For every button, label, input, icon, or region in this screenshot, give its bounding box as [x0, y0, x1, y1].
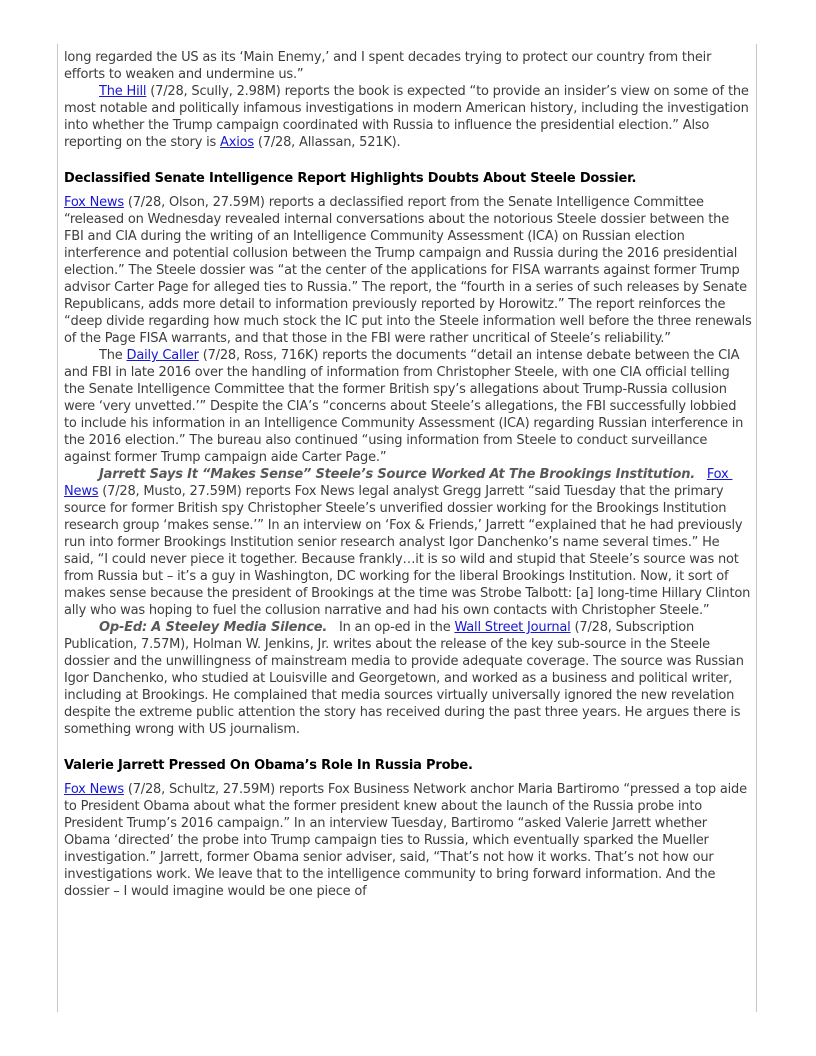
paragraph: [64, 781, 752, 900]
document-page: [57, 44, 757, 1012]
text-run: (7/28, Schultz, 27.59M) reports Fox Business Network anchor Maria Bartiromo “pressed a top aide to President Obama about what the former president knew about the launch of the Russia probe into President Trump’s 2016 campaign.” In an interview Tuesday, Bartiromo “asked Valerie Jarrett whether Obama ‘directed’ the probe into Trump campaign ties to Russia, which eventually sparked the Mueller investigation.” Jarrett, former Obama senior adviser, said, “That’s not how it works. That’s not how our investigations work. We leave that to the intelligence community to bring forward information. And the dossier – I would imagine would be one piece of: [64, 782, 751, 899]
paragraph: [64, 83, 752, 151]
story-book-continuation: [64, 49, 752, 151]
link-the-hill[interactable]: The Hill: [99, 84, 147, 99]
story-valerie-jarrett: [64, 757, 752, 900]
link-wall-street-journal[interactable]: Wall Street Journal: [454, 620, 571, 635]
text-run: (7/28, Allassan, 521K).: [253, 135, 401, 150]
text-run: (7/28, Musto, 27.59M) reports Fox News legal analyst Gregg Jarrett “said Tuesday that the primary source for former British spy Christopher Steele’s unverified dossier working for the Brookings Institution research group ‘makes sense.’” In an interview on ‘Fox & Friends,’ Jarrett “explained that he had previously run into former Brookings Institution senior research analyst Igor Danchenko’s name several times.” He said, “I could never piece it together. Because frankly…it is so wild and stupid that Steele’s source was not from Russia but – it’s a guy in Washington, DC working for the liberal Brookings Institution. Now, it sort of makes sense because the president of Brookings at the time was Strobe Talbott: [a] long-time Hillary Clinton ally who was hoping to fuel the collusion narrative and had his own contacts with Christopher Steele.”: [64, 484, 755, 618]
section-heading: Valerie Jarrett Pressed On Obama’s Role In Russia Probe.: [64, 758, 473, 773]
text-run: The: [99, 348, 127, 363]
text-run: [695, 467, 707, 482]
link-axios[interactable]: Axios: [220, 135, 254, 150]
story-lead-heading: Op-Ed: A Steeley Media Silence.: [99, 620, 328, 635]
text-run: long regarded the US as its ‘Main Enemy,’ and I spent decades trying to protect our country from their efforts to weaken and undermine us.”: [64, 50, 716, 82]
link-daily-caller[interactable]: Daily Caller: [126, 348, 199, 363]
paragraph: [64, 466, 755, 619]
paragraph: [64, 49, 752, 83]
text-run: (7/28, Scully, 2.98M) reports the book is expected “to provide an insider’s view on some of the most notable and politically infamous investigations in modern American history, including the investigation into whether the Trump campaign coordinated with Russia to influence the presidential election.” Also reporting on the story is: [64, 84, 753, 150]
text-run: (7/28, Ross, 716K) reports the documents “detail an intense debate between the CIA and FBI in late 2016 over the handling of information from Christopher Steele, with one CIA official telling the Senate Intelligence Committee that the former British spy’s allegations about Trump-Russia collusion were ‘very unvetted.’” Despite the CIA’s “concerns about Steele’s allegations, the FBI successfully lobbied to include his information in an Intelligence Community Assessment (ICA) regarding Russian interference in the 2016 election.” The bureau also continued “using information from Steele to conduct surveillance against former Trump campaign aide Carter Page.”: [64, 348, 748, 465]
story-steele-dossier-report: [64, 170, 756, 738]
link-fox-news[interactable]: Fox News: [64, 467, 733, 499]
text-run: In an op-ed in the: [327, 620, 455, 635]
link-fox-news[interactable]: Fox News: [64, 195, 124, 210]
text-run: (7/28, Olson, 27.59M) reports a declassified report from the Senate Intelligence Committee “released on Wednesday revealed internal conversations about the notorious Steele dossier between the FBI and CIA during the writing of an Intelligence Community Assessment (ICA) on Russian election interference and potential collusion between the Trump campaign and Russia during the 2016 presidential election.” The Steele dossier was “at the center of the applications for FISA warrants against former Trump advisor Carter Page for alleged ties to Russia.” The report, the “fourth in a series of such releases by Senate Republicans, adds more detail to information previously reported by Horowitz.” The report reinforces the “deep divide regarding how much stock the IC put into the Steele information well before the three renewals of the Page FISA warrants, and that those in the FBI were rather uncritical of Steele’s reliability.”: [64, 195, 756, 346]
paragraph: [64, 619, 752, 738]
link-fox-news[interactable]: Fox News: [64, 782, 124, 797]
story-lead-heading: Jarrett Says It “Makes Sense” Steele’s Source Worked At The Brookings Institution.: [99, 467, 696, 482]
paragraph: [64, 347, 752, 466]
section-heading: Declassified Senate Intelligence Report Highlights Doubts About Steele Dossier.: [64, 171, 637, 186]
paragraph: [64, 194, 756, 347]
text-run: (7/28, Subscription Publication, 7.57M), Holman W. Jenkins, Jr. writes about the release of the key sub-source in the Steele dossier and the unwillingness of mainstream media to provide adequate coverage. The source was Russian Igor Danchenko, who studied at Louisville and Georgetown, and worked as a business and political writer, including at Brookings. He complained that media sources virtually universally ignored the new revelation despite the extreme public attention the story has received during the past three years. He argues there is something wrong with US journalism.: [64, 620, 748, 737]
